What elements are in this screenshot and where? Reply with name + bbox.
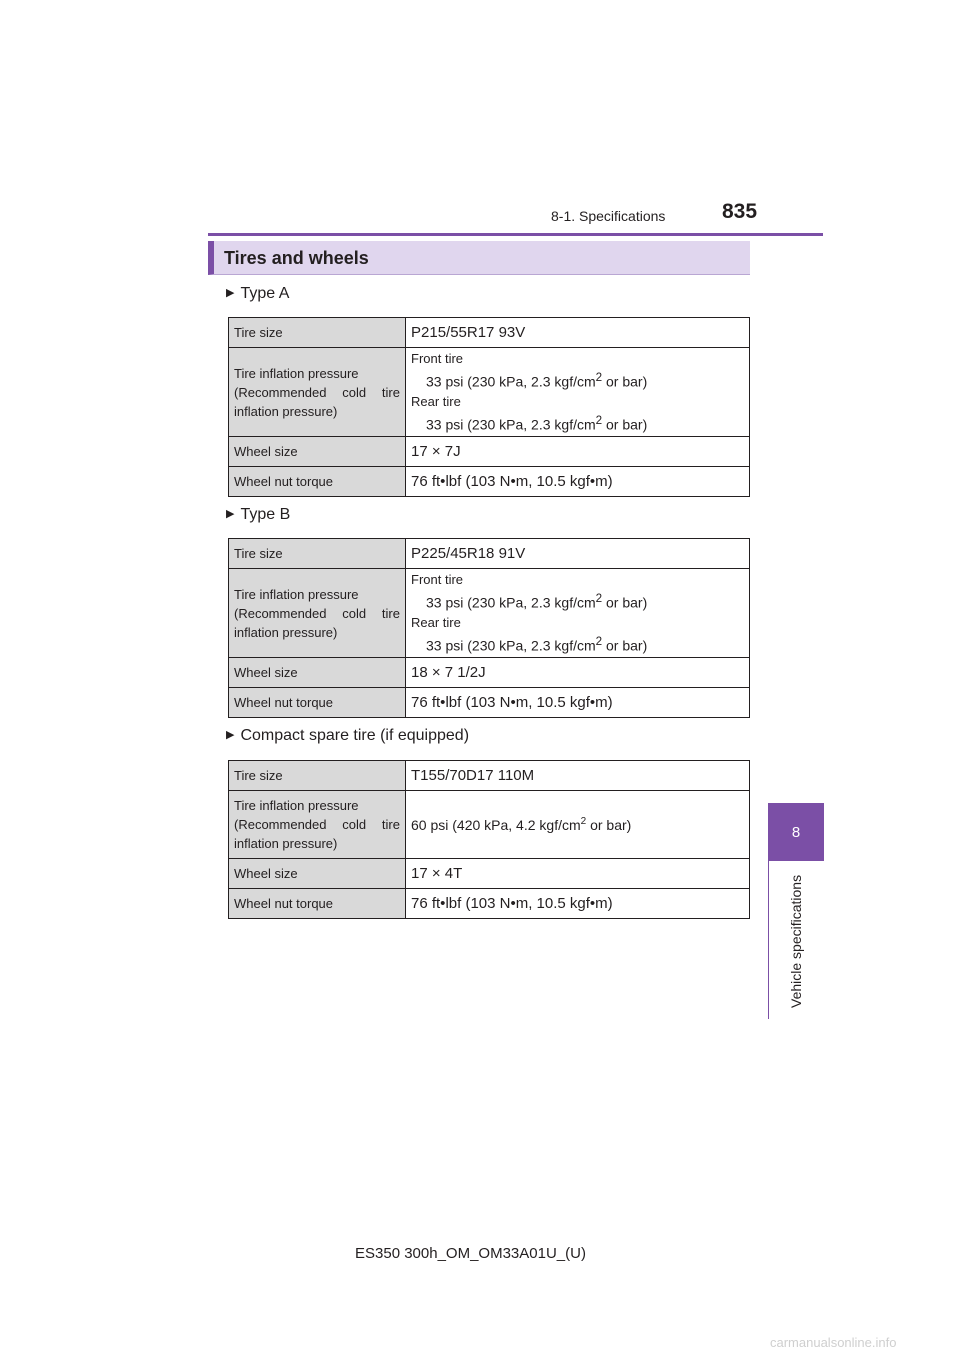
torque-value: 76 ft•lbf (103 N•m, 10.5 kgf•m) <box>406 889 750 919</box>
torque-label: Wheel nut torque <box>229 688 406 718</box>
table-row <box>229 569 750 658</box>
tire-size-value: P225/45R18 91V <box>406 539 750 569</box>
wheel-size-label: Wheel size <box>229 859 406 889</box>
front-tire-value: 33 psi (230 kPa, 2.3 kgf/$cm^2$ or bar) <box>426 592 648 611</box>
rear-tire-label: Rear tire <box>411 615 461 630</box>
pressure-value <box>406 348 750 437</box>
tire-size-label: Tire size <box>229 318 406 348</box>
table-row <box>229 889 750 919</box>
wheel-size-value: 17 × 7J <box>406 437 750 467</box>
tire-size-value: P215/55R17 93V <box>406 318 750 348</box>
pressure-label: Tire inflation pressure (Recommended cold tire inflation pressure) <box>229 791 406 859</box>
front-tire-label: Front tire <box>411 351 464 367</box>
chapter-label: Vehicle specifications <box>788 874 804 1008</box>
pressure-label: Tire inflation pressure (Recommended cold tire inflation pressure) <box>229 348 406 437</box>
document-code: ES350 300h_OM_OM33A01U_(U) <box>355 1245 586 1262</box>
compact-spare-heading: ▶ Compact spare tire (if equipped) <box>226 727 470 744</box>
header-section-title: 8-1. Specifications <box>551 208 666 224</box>
wheel-size-value: 18 × 7 1/2J <box>406 658 750 688</box>
tire-size-label: Tire size <box>229 761 406 791</box>
triangle-bullet-icon: ▶ <box>226 729 235 741</box>
chapter-number: 8 <box>791 823 801 841</box>
table-row <box>229 348 750 437</box>
torque-label: Wheel nut torque <box>229 467 406 497</box>
page-number: 835 <box>722 200 758 223</box>
type-a-heading: ▶ Type A <box>226 285 290 302</box>
header-rule <box>208 233 823 236</box>
type-b-table <box>228 538 750 718</box>
table-row <box>229 437 750 467</box>
compact-spare-table <box>228 760 750 919</box>
wheel-size-label: Wheel size <box>229 437 406 467</box>
pressure-value <box>406 569 750 658</box>
pressure-label: Tire inflation pressure (Recommended cold tire inflation pressure) <box>229 569 406 658</box>
pressure-value: 60 psi (420 kPa, 4.2 kgf/$cm^2$ or bar) <box>406 791 750 859</box>
wheel-size-value: 17 × 4T <box>406 859 750 889</box>
rear-tire-label: Rear tire <box>411 394 461 409</box>
table-row <box>229 859 750 889</box>
tire-size-label: Tire size <box>229 539 406 569</box>
triangle-bullet-icon: ▶ <box>226 508 235 520</box>
torque-value: 76 ft•lbf (103 N•m, 10.5 kgf•m) <box>406 688 750 718</box>
chapter-tab-line <box>768 861 769 1019</box>
type-b-heading: ▶ Type B <box>226 506 291 523</box>
table-row <box>229 318 750 348</box>
table-row <box>229 688 750 718</box>
tire-size-value: T155/70D17 110M <box>406 761 750 791</box>
torque-label: Wheel nut torque <box>229 889 406 919</box>
table-row <box>229 761 750 791</box>
rear-tire-value: 33 psi (230 kPa, 2.3 kgf/$cm^2$ or bar) <box>426 635 648 654</box>
table-row <box>229 791 750 859</box>
watermark: carmanualsonline.info <box>770 1335 897 1350</box>
section-title-bar <box>208 241 750 275</box>
torque-value: 76 ft•lbf (103 N•m, 10.5 kgf•m) <box>406 467 750 497</box>
rear-tire-value: 33 psi (230 kPa, 2.3 kgf/$cm^2$ or bar) <box>426 414 648 433</box>
triangle-bullet-icon: ▶ <box>226 287 235 299</box>
front-tire-label: Front tire <box>411 572 464 588</box>
wheel-size-label: Wheel size <box>229 658 406 688</box>
front-tire-value: 33 psi (230 kPa, 2.3 kgf/$cm^2$ or bar) <box>426 371 648 390</box>
section-title: Tires and wheels <box>224 248 369 268</box>
table-row <box>229 658 750 688</box>
table-row <box>229 539 750 569</box>
table-row <box>229 467 750 497</box>
type-a-table <box>228 317 750 497</box>
